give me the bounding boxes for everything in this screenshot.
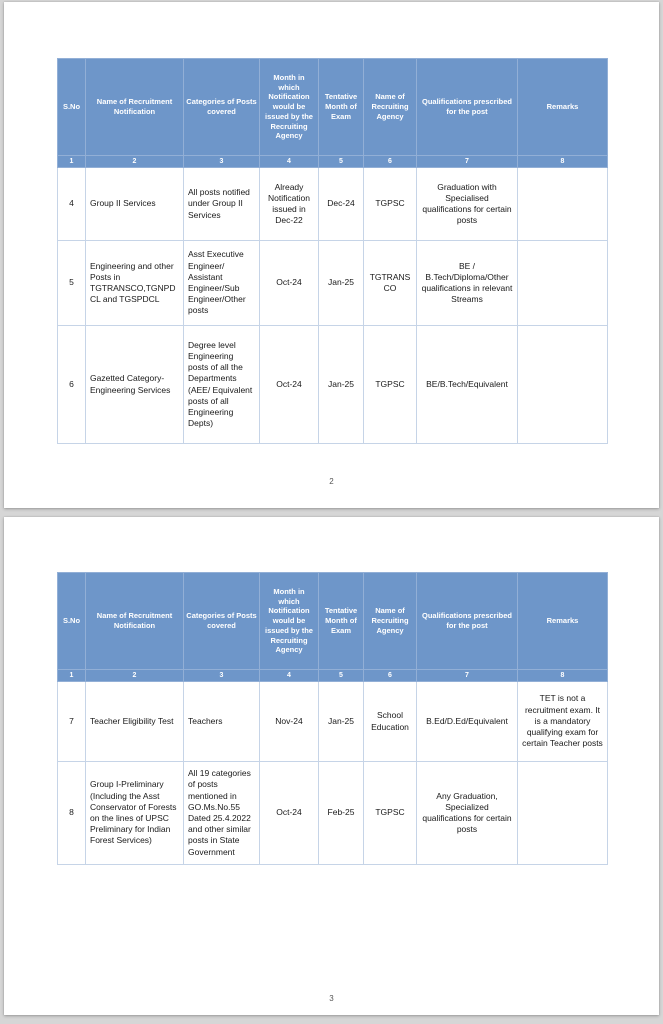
col-num-5: 5 <box>319 156 364 168</box>
col-num-4: 4 <box>260 670 319 682</box>
cell-notification-month: Already Notification issued in Dec-22 <box>260 168 319 241</box>
col-num-6: 6 <box>364 670 417 682</box>
col-header-notification-month: Month in which Notification would be issued by the Recruiting Agency <box>260 59 319 156</box>
document-page-3 <box>4 517 659 1015</box>
cell-qualifications: B.Ed/D.Ed/Equivalent <box>417 682 518 762</box>
cell-qualifications: Graduation with Specialised qualifications for certain posts <box>417 168 518 241</box>
col-num-6: 6 <box>364 156 417 168</box>
col-header-name: Name of Recruitment Notification <box>86 573 184 670</box>
cell-exam-month: Jan-25 <box>319 326 364 444</box>
cell-remarks <box>518 168 608 241</box>
col-header-exam-month: Tentative Month of Exam <box>319 59 364 156</box>
cell-name: Teacher Eligibility Test <box>86 682 184 762</box>
cell-sno: 7 <box>58 682 86 762</box>
document-page-2 <box>4 2 659 508</box>
recruitment-schedule-table <box>57 58 608 444</box>
table-header-row <box>58 59 608 156</box>
cell-agency: TGPSC <box>364 168 417 241</box>
col-num-1: 1 <box>58 156 86 168</box>
cell-name: Group I-Preliminary (Including the Asst Conservator of Forests on the lines of UPSC Preliminary for Indian Forest Services) <box>86 762 184 865</box>
column-number-row <box>58 156 608 168</box>
col-num-2: 2 <box>86 156 184 168</box>
cell-sno: 8 <box>58 762 86 865</box>
cell-remarks <box>518 762 608 865</box>
col-header-agency: Name of Recruiting Agency <box>364 573 417 670</box>
cell-exam-month: Feb-25 <box>319 762 364 865</box>
cell-agency: TGPSC <box>364 326 417 444</box>
col-header-qualifications: Qualifications prescribed for the post <box>417 59 518 156</box>
col-num-7: 7 <box>417 670 518 682</box>
col-header-sno: S.No <box>58 573 86 670</box>
cell-agency: TGPSC <box>364 762 417 865</box>
cell-name: Group II Services <box>86 168 184 241</box>
cell-categories: Teachers <box>184 682 260 762</box>
cell-agency: School Education <box>364 682 417 762</box>
cell-qualifications: Any Graduation, Specialized qualifications for certain posts <box>417 762 518 865</box>
col-num-8: 8 <box>518 670 608 682</box>
table-row <box>58 241 608 326</box>
cell-qualifications: BE/B.Tech/Equivalent <box>417 326 518 444</box>
col-header-name: Name of Recruitment Notification <box>86 59 184 156</box>
cell-agency: TGTRANSCO <box>364 241 417 326</box>
cell-sno: 4 <box>58 168 86 241</box>
col-header-agency: Name of Recruiting Agency <box>364 59 417 156</box>
cell-notification-month: Oct-24 <box>260 326 319 444</box>
cell-categories: All posts notified under Group II Services <box>184 168 260 241</box>
col-header-qualifications: Qualifications prescribed for the post <box>417 573 518 670</box>
col-header-remarks: Remarks <box>518 59 608 156</box>
cell-sno: 5 <box>58 241 86 326</box>
cell-notification-month: Oct-24 <box>260 241 319 326</box>
col-header-categories: Categories of Posts covered <box>184 59 260 156</box>
cell-qualifications: BE / B.Tech/Diploma/Other qualifications in relevant Streams <box>417 241 518 326</box>
cell-remarks: TET is not a recruitment exam. It is a mandatory qualifying exam for certain Teacher posts <box>518 682 608 762</box>
table-header-row <box>58 573 608 670</box>
cell-name: Engineering and other Posts in TGTRANSCO,TGNPDCL and TGSPDCL <box>86 241 184 326</box>
table-row <box>58 168 608 241</box>
cell-notification-month: Nov-24 <box>260 682 319 762</box>
col-header-remarks: Remarks <box>518 573 608 670</box>
col-header-categories: Categories of Posts covered <box>184 573 260 670</box>
cell-remarks <box>518 326 608 444</box>
table-row <box>58 326 608 444</box>
cell-name: Gazetted Category- Engineering Services <box>86 326 184 444</box>
col-num-2: 2 <box>86 670 184 682</box>
page-number: 3 <box>329 994 334 1003</box>
col-num-5: 5 <box>319 670 364 682</box>
cell-categories: Degree level Engineering posts of all the Departments (AEE/ Equivalent posts of all Engineering Depts) <box>184 326 260 444</box>
recruitment-schedule-table <box>57 572 608 865</box>
cell-exam-month: Dec-24 <box>319 168 364 241</box>
column-number-row <box>58 670 608 682</box>
col-header-exam-month: Tentative Month of Exam <box>319 573 364 670</box>
col-num-1: 1 <box>58 670 86 682</box>
table-row <box>58 762 608 865</box>
cell-categories: Asst Executive Engineer/ Assistant Engineer/Sub Engineer/Other posts <box>184 241 260 326</box>
cell-sno: 6 <box>58 326 86 444</box>
col-num-8: 8 <box>518 156 608 168</box>
col-num-7: 7 <box>417 156 518 168</box>
table-row <box>58 682 608 762</box>
col-num-3: 3 <box>184 670 260 682</box>
col-num-3: 3 <box>184 156 260 168</box>
col-header-sno: S.No <box>58 59 86 156</box>
cell-exam-month: Jan-25 <box>319 682 364 762</box>
cell-exam-month: Jan-25 <box>319 241 364 326</box>
page-number: 2 <box>329 477 334 486</box>
cell-notification-month: Oct-24 <box>260 762 319 865</box>
cell-categories: All 19 categories of posts mentioned in GO.Ms.No.55 Dated 25.4.2022 and other similar posts in State Government <box>184 762 260 865</box>
cell-remarks <box>518 241 608 326</box>
col-num-4: 4 <box>260 156 319 168</box>
col-header-notification-month: Month in which Notification would be issued by the Recruiting Agency <box>260 573 319 670</box>
